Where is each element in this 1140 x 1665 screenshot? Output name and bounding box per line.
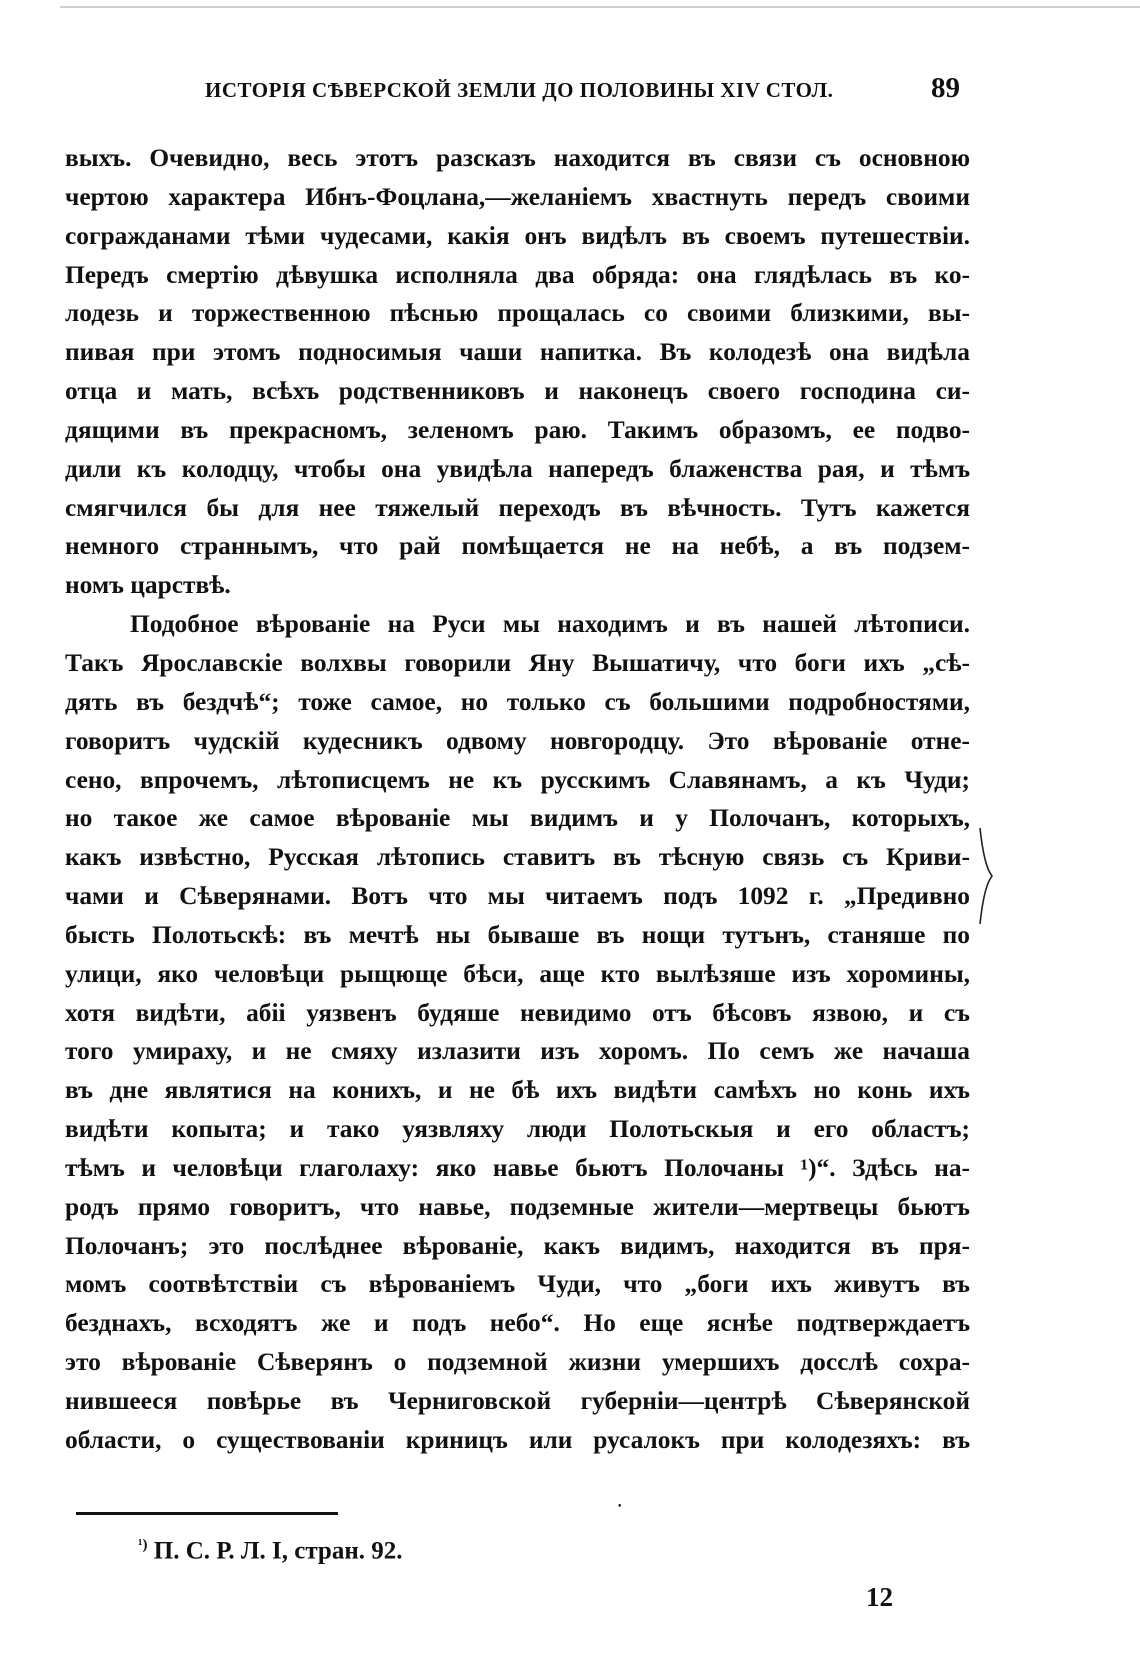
page-number: 89 [931,72,960,104]
margin-brace-mark [976,826,998,926]
text-line: нившееся повѣрье въ Черниговской губерніи—центрѣ Сѣверянской [65,1387,970,1415]
text-line: выхъ. Очевидно, весь этотъ разсказъ находится въ связи съ основною [65,144,970,172]
text-line: но такое же самое вѣрованіе мы видимъ и у Полочанъ, которыхъ, [65,804,970,833]
footnote-text: П. С. Р. Л. I, стран. 92. [153,1537,403,1565]
text-line: дили къ колодцу, чтобы она увидѣла напередъ блаженства рая, и тѣмъ [65,454,970,483]
text-line: тѣмъ и человѣци глаголаху: яко навье бьютъ Полочаны ¹)“. Здѣсь на- [65,1153,970,1182]
text-line: лодезь и торжественною пѣснью прощалась со своими близкими, вы- [65,299,970,328]
text-line: въ дне являтися на конихъ, и не бѣ ихъ видѣти самѣхъ но конь ихъ [65,1076,970,1105]
text-line: того умираху, и не смяху излазити изъ хоромъ. По семъ же начаша [65,1037,970,1066]
paragraph-1 [65,139,970,605]
text-line: чертою характера Ибнъ-Фоцлана,—желаніемъ хвастнуть передъ своими [65,182,970,211]
text-line: согражданами тѣми чудесами, какія онъ видѣлъ въ своемъ путешествіи. [65,221,970,250]
text-line: безднахъ, всходятъ же и подъ небо“. Но еще яснѣе подтверждаетъ [65,1309,970,1338]
text-line: видѣти копыта; и тако уязвляху люди Полотьскыя и его областъ; [65,1115,970,1144]
body-text [65,139,970,1460]
text-line: Полочанъ; это послѣднее вѣрованіе, какъ видимъ, находится въ пря- [65,1231,970,1260]
text-line: немного страннымъ, что рай помѣщается не на небѣ, а въ подзем- [65,532,970,561]
text-line: родъ прямо говоритъ, что навье, подземные жители—мертвецы бьютъ [65,1192,970,1221]
text-line: улици, яко человѣци рыщюще бѣси, аще кто вылѣзяше изъ хоромины, [65,959,970,988]
text-line: пивая при этомъ подносимыя чаши напитка. Въ колодезѣ она видѣла [65,338,970,367]
text-line: области, о существованіи криницъ или русалокъ при колодезяхъ: въ [65,1425,970,1454]
text-line: дящими въ прекрасномъ, зеленомъ раю. Такимъ образомъ, ее подво- [65,415,970,444]
top-edge-line [60,6,1140,8]
text-line: сено, впрочемъ, лѣтописцемъ не къ русскимъ Славянамъ, а къ Чуди; [65,765,970,794]
print-speck: • [617,1502,623,1512]
text-line: бысть Полотьскѣ: въ мечтѣ ны бываше въ нощи тутънъ, станяше по [65,920,970,949]
text-line: какъ извѣстно, Русская лѣтопись ставитъ въ тѣсную связь съ Криви- [65,843,970,872]
text-line: смягчился бы для нее тяжелый переходъ въ вѣчность. Тутъ кажется [65,493,970,522]
footnote-marker: ¹) [138,1537,148,1553]
text-line: отца и мать, всѣхъ родственниковъ и наконецъ своего господина си- [65,377,970,406]
footnote [138,1537,403,1565]
footnote-separator [76,1512,338,1515]
signature-mark: 12 [866,1582,893,1612]
text-line: хотя видѣти, абіі уязвенъ будяше невидимо отъ бѣсовъ язвою, и съ [65,998,970,1027]
text-line: номъ царствѣ. [65,571,231,600]
text-line: Подобное вѣрованіе на Руси мы находимъ и въ нашей лѣтописи. [130,610,970,639]
text-line: момъ соотвѣтствіи съ вѣрованіемъ Чуди, что „боги ихъ живутъ въ [65,1270,970,1299]
paragraph-2 [65,605,970,1460]
text-line: Передъ смертію дѣвушка исполняла два обряда: она глядѣлась въ ко- [65,260,970,289]
text-line: дять въ бездчѣ“; тоже самое, но только съ большими подробностями, [65,687,970,716]
text-line: это вѣрованіе Сѣверянъ о подземной жизни умершихъ досслѣ сохра- [65,1348,970,1377]
text-line: чами и Сѣверянами. Вотъ что мы читаемъ подъ 1092 г. „Предивно [65,882,970,911]
running-head: ИСТОРІЯ СѢВЕРСКОЙ ЗЕМЛИ ДО ПОЛОВИНЫ XIV СТОЛ. [205,78,834,102]
text-line: Такъ Ярославскіе волхвы говорили Яну Вышатичу, что боги ихъ „сѣ- [65,648,970,677]
text-line: говоритъ чудскій кудесникъ одвому новгородцу. Это вѣрованіе отне- [65,726,970,755]
page-header [70,66,960,116]
